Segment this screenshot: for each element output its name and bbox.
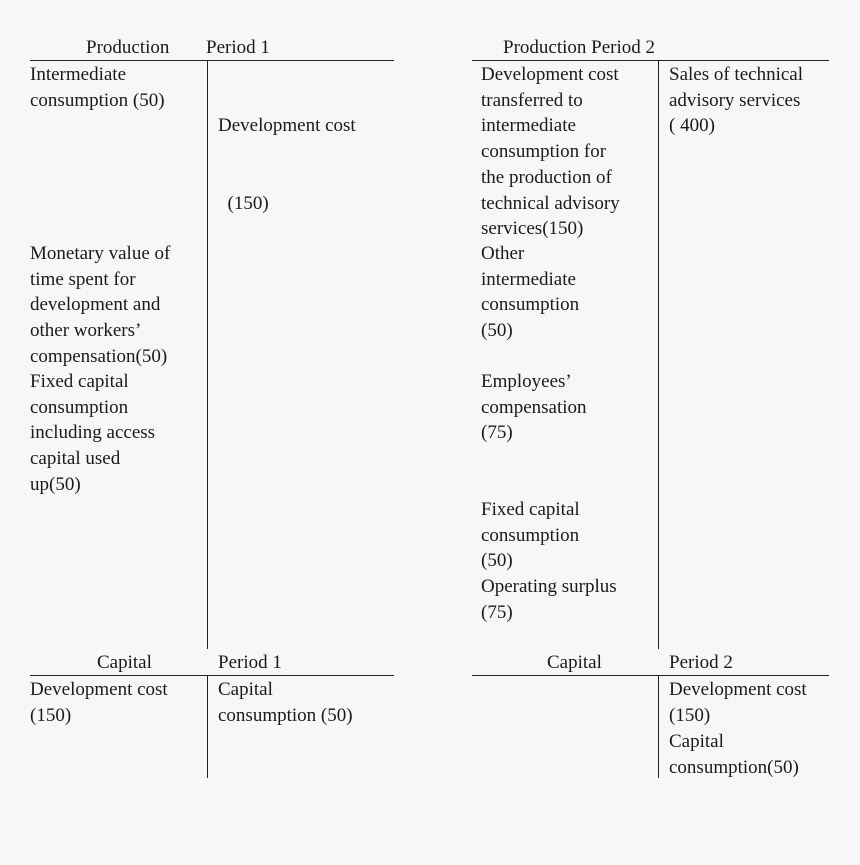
entry-line: time spent for: [30, 268, 136, 290]
production-p2-title: Production Period 2: [503, 37, 655, 58]
entry-line: intermediate: [481, 268, 576, 290]
production-p1-title-right: Period 1: [206, 37, 270, 58]
entry-line: (75): [481, 422, 513, 444]
entry-line: intermediate: [481, 115, 576, 137]
production-p1-credit-entry-1: [218, 62, 356, 242]
entry-line: Capital: [669, 731, 724, 752]
capital-p1-credit-entry-1: [218, 677, 353, 728]
production-p2-credit-entry-1: [669, 62, 803, 139]
capital-p1-column-divider: [207, 676, 208, 778]
entry-line: (150): [669, 704, 711, 726]
entry-line: development and: [30, 294, 161, 316]
capital-p2-credit-entry-2: [669, 729, 799, 780]
entry-line: up(50): [30, 473, 81, 495]
entry-line: Development cost: [218, 115, 356, 137]
entry-line: Operating surplus: [481, 576, 617, 597]
entry-line: consumption: [481, 524, 580, 546]
entry-line: consumption for: [481, 141, 607, 163]
entry-line: other workers’: [30, 320, 142, 342]
entry-line: transferred to: [481, 89, 583, 111]
entry-line: Sales of technical: [669, 64, 804, 85]
entry-line: technical advisory: [481, 192, 620, 214]
entry-line: Fixed capital: [481, 499, 580, 520]
capital-p2-title-left: Capital: [547, 652, 602, 673]
entry-line: consumption: [481, 294, 580, 316]
entry-line: services(150): [481, 218, 584, 240]
capital-p2-header-rule: [472, 675, 829, 676]
production-p2-header-rule: [472, 60, 829, 61]
production-p1-debit-entry-3: [30, 369, 155, 498]
entry-line: Capital: [218, 679, 273, 700]
entry-line: Fixed capital: [30, 371, 129, 392]
entry-line: consumption (50): [218, 704, 353, 726]
production-p1-header-rule: [30, 60, 394, 61]
capital-p2-credit-entry-1: [669, 677, 807, 728]
capital-p2-title-right: Period 2: [669, 652, 733, 673]
production-p2-debit-entry-4: [481, 497, 580, 574]
capital-p1-debit-entry-1: [30, 677, 168, 728]
entry-line: advisory services: [669, 89, 801, 111]
entry-line: (50): [481, 320, 513, 342]
production-p1-title-left: Production: [86, 37, 170, 58]
capital-p2-column-divider: [658, 676, 659, 778]
entry-line: including access: [30, 422, 156, 444]
production-p1-debit-entry-2: [30, 241, 170, 370]
production-p2-debit-entry-5: [481, 574, 617, 625]
entry-line: Development cost: [669, 679, 807, 700]
entry-line: (150): [218, 192, 269, 214]
entry-line: consumption: [30, 396, 129, 418]
entry-line: (50): [481, 550, 513, 572]
capital-p1-title-left: Capital: [97, 652, 152, 673]
capital-p1-title-right: Period 1: [218, 652, 282, 673]
production-p2-column-divider: [658, 61, 659, 649]
entry-line: Monetary value of: [30, 243, 171, 264]
entry-line: Intermediate: [30, 64, 127, 85]
entry-line: Other: [481, 243, 525, 264]
entry-line: the production of: [481, 166, 612, 188]
entry-line: compensation(50): [30, 345, 168, 367]
production-p2-debit-entry-3: [481, 369, 587, 446]
entry-line: consumption (50): [30, 89, 165, 111]
production-p1-column-divider: [207, 61, 208, 649]
entry-line: compensation: [481, 396, 587, 418]
production-p2-debit-entry-2: [481, 241, 579, 344]
entry-line: capital used: [30, 448, 121, 470]
entry-line: Development cost: [30, 679, 168, 700]
entry-line: (75): [481, 601, 513, 623]
entry-line: Employees’: [481, 371, 572, 392]
capital-p1-header-rule: [30, 675, 394, 676]
entry-line: (150): [30, 704, 72, 726]
entry-line: Development cost: [481, 64, 619, 85]
production-p2-debit-entry-1: [481, 62, 620, 242]
production-p1-debit-entry-1: [30, 62, 165, 113]
entry-line: ( 400): [669, 115, 715, 137]
entry-line: consumption(50): [669, 756, 799, 778]
